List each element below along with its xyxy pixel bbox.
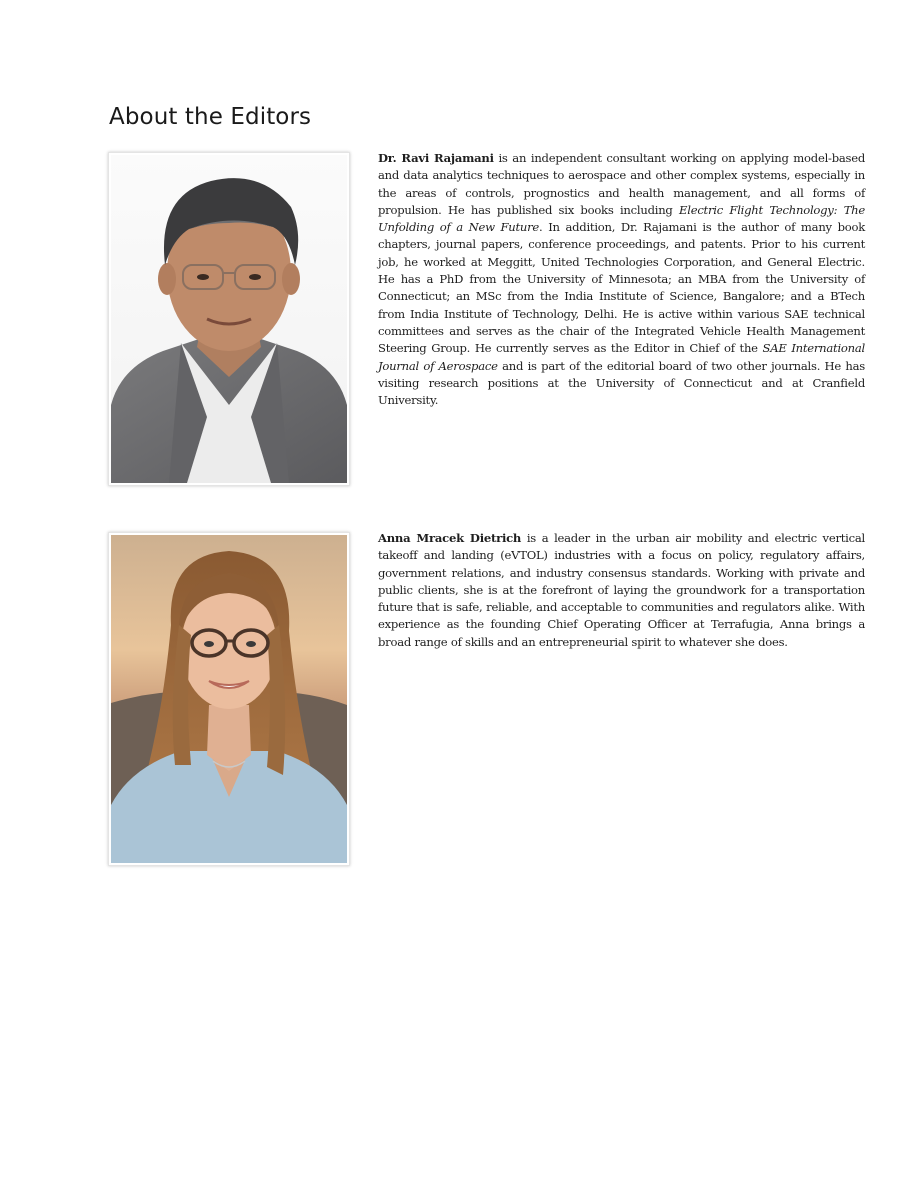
- editor-bio: [378, 150, 865, 409]
- page-title: About the Editors: [109, 104, 312, 130]
- editor-photo: [108, 152, 350, 486]
- editor-name: Anna Mracek Dietrich: [378, 531, 522, 545]
- bio-text: is a leader in the urban air mobility and electric vertical takeoff and landing (eVTOL) industries with a focus on policy, regulatory affairs, government relations, and industry consensus standards. Working with private and public clients, she is at the forefront of laying the groundwork for a transportation future that is safe, reliable, and acceptable to communities and regulators alike. With experience as the founding Chief Operating Officer at Terrafugia, Anna brings a broad range of skills and an entrepreneurial spirit to whatever she does.: [378, 531, 865, 649]
- editor-name: Dr. Ravi Rajamani: [378, 151, 494, 165]
- portrait-man-photo: [111, 155, 347, 483]
- book-title: Electric Flight Technology: The Unfolding of a New Future: [378, 202, 865, 235]
- editor-photo: [108, 532, 350, 866]
- journal-title: SAE International Journal of Aerospace: [378, 341, 865, 373]
- editor-bio: [378, 530, 865, 651]
- portrait-woman-photo: [111, 535, 347, 863]
- bio-text: is an independent consultant working on applying model-based and data analytics techniques to aerospace and other complex systems, especially in the areas of controls, prognostics and health management, and all forms of propulsion. He has published six books including: [378, 151, 866, 217]
- bio-text: . In addition, Dr. Rajamani is the author of many book chapters, journal papers, conference proceedings, and patents. Prior to his current job, he worked at Meggitt, United Technologies Corporation, and General Electric. He has a PhD from the University of Minnesota; an MBA from the University of Connecticut; an MSc from the India Institute of Science, Bangalore; and a BTech from India Institute of Technology, Delhi. He is active within various SAE technical committees and serves as the chair of the Integrated Vehicle Health Management Steering Group. He currently serves as the Editor in Chief of the: [378, 220, 865, 356]
- bio-text: and is part of the editorial board of two other journals. He has visiting research positions at the University of Connecticut and at Cranfield University.: [378, 358, 866, 408]
